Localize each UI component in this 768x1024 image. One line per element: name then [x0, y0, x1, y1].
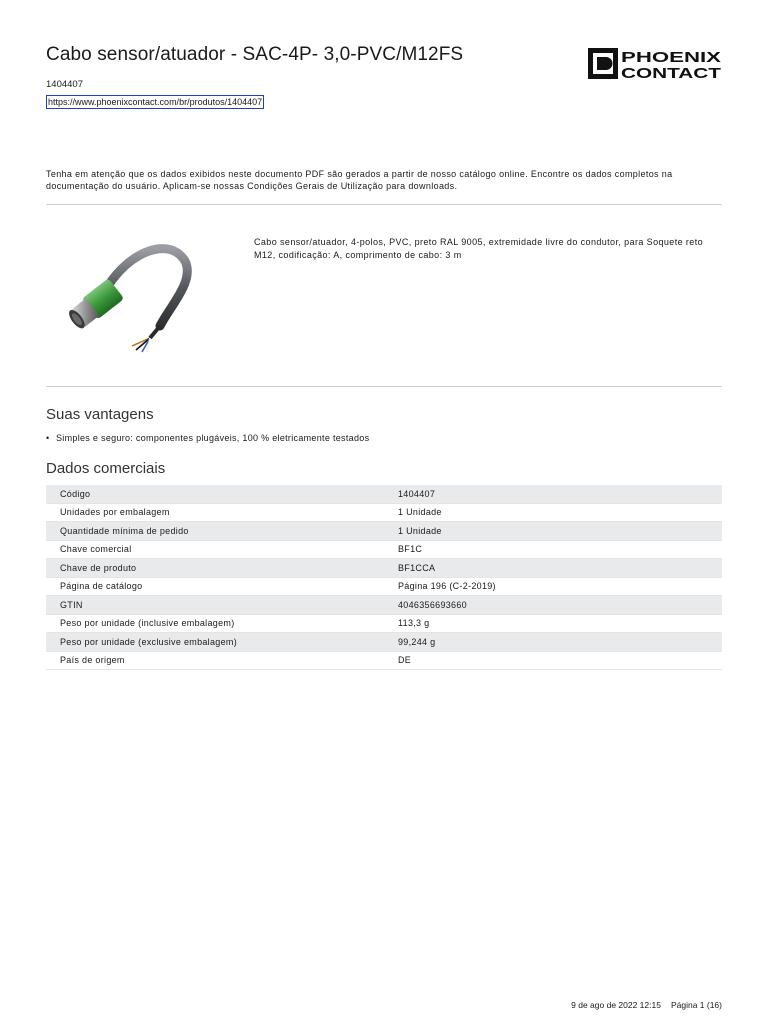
product-image: [60, 226, 210, 360]
row-label: Chave de produto: [46, 559, 386, 578]
product-description: Cabo sensor/atuador, 4-polos, PVC, preto RAL 9005, extremidade livre do condutor, para Soquete reto M12, codificação: A, comprimento de cabo: 3 m: [254, 237, 704, 260]
row-label: Página de catálogo: [46, 577, 386, 596]
notice-text: Tenha em atenção que os dados exibidos neste documento PDF são gerados a partir de nosso catálogo online. Encontre os dados completos na documentação do usuário. Aplicam-se nossas Condições Gerais de Utilização para downloads.: [46, 169, 673, 191]
row-label: Quantidade mínima de pedido: [46, 522, 386, 541]
footer-date: 9 de ago de 2022 12:15: [571, 1000, 661, 1010]
table-row: [46, 577, 722, 596]
footer-page-number: Página 1 (16): [670, 1000, 722, 1010]
table-row: [46, 651, 722, 670]
divider: [46, 204, 722, 205]
row-value: 1404407: [386, 485, 722, 503]
divider: [46, 386, 722, 387]
page-footer: [561, 1000, 722, 1010]
commercial-heading: Dados comerciais: [46, 460, 166, 477]
phoenix-contact-logo: [588, 47, 722, 81]
commercial-data-table: [46, 485, 722, 670]
table-row: [46, 503, 722, 522]
row-value: 99,244 g: [386, 633, 722, 652]
row-value: Página 196 (C-2-2019): [386, 577, 722, 596]
advantage-text: Simples e seguro: componentes plugáveis, 100 % eletricamente testados: [56, 433, 370, 443]
table-row: [46, 522, 722, 541]
row-label: GTIN: [46, 596, 386, 615]
row-value: BF1CCA: [386, 559, 722, 578]
row-value: 1 Unidade: [386, 522, 722, 541]
svg-text:PHOENIX: PHOENIX: [621, 49, 721, 66]
table-row: [46, 485, 722, 503]
table-row: [46, 596, 722, 615]
row-label: Peso por unidade (exclusive embalagem): [46, 633, 386, 652]
row-label: Código: [46, 485, 386, 503]
row-value: 113,3 g: [386, 614, 722, 633]
row-value: 1 Unidade: [386, 503, 722, 522]
row-label: Peso por unidade (inclusive embalagem): [46, 614, 386, 633]
svg-text:CONTACT: CONTACT: [621, 65, 721, 81]
product-url-link[interactable]: https://www.phoenixcontact.com/br/produtos/1404407: [48, 97, 263, 107]
table-row: [46, 633, 722, 652]
row-label: Chave comercial: [46, 540, 386, 559]
row-value: DE: [386, 651, 722, 670]
table-row: [46, 559, 722, 578]
bullet-icon: •: [46, 433, 50, 443]
article-number: 1404407: [46, 79, 83, 90]
row-label: Unidades por embalagem: [46, 503, 386, 522]
row-value: BF1C: [386, 540, 722, 559]
table-row: [46, 614, 722, 633]
page-title: Cabo sensor/atuador - SAC-4P- 3,0-PVC/M12FS: [46, 44, 464, 65]
table-row: [46, 540, 722, 559]
row-value: 4046356693660: [386, 596, 722, 615]
advantage-item: [46, 433, 369, 443]
row-label: País de origem: [46, 651, 386, 670]
advantages-heading: Suas vantagens: [46, 406, 154, 423]
